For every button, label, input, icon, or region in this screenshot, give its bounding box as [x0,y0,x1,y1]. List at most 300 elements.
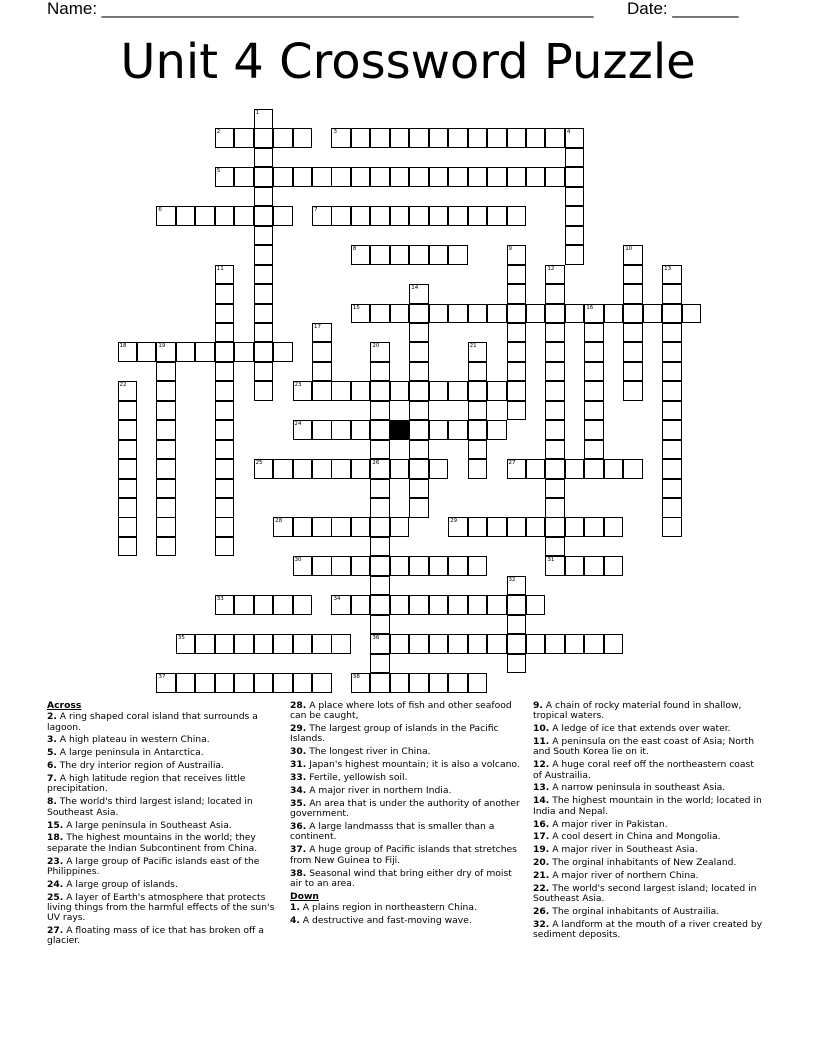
crossword-cell[interactable] [409,440,429,460]
crossword-cell[interactable] [390,595,410,615]
crossword-cell[interactable] [351,206,371,226]
crossword-cell[interactable] [118,498,138,518]
crossword-cell[interactable] [293,128,313,148]
crossword-cell[interactable] [254,323,274,343]
date-field[interactable]: Date: _______ [627,0,739,18]
crossword-cell[interactable] [293,459,313,479]
crossword-cell[interactable] [215,440,235,460]
crossword-cell[interactable] [565,148,585,168]
crossword-cell[interactable] [137,342,157,362]
crossword-cell[interactable] [195,342,215,362]
crossword-cell[interactable] [507,265,527,285]
crossword-cell[interactable] [215,206,235,226]
crossword-cell[interactable] [468,634,488,654]
crossword-cell[interactable] [448,517,468,537]
crossword-cell[interactable] [156,479,176,499]
crossword-cell[interactable] [156,440,176,460]
crossword-cell[interactable] [565,226,585,246]
crossword-cell[interactable] [429,381,449,401]
crossword-cell[interactable] [448,167,468,187]
crossword-cell[interactable] [370,634,390,654]
crossword-cell[interactable] [565,459,585,479]
crossword-cell[interactable] [273,517,293,537]
crossword-cell[interactable] [545,401,565,421]
crossword-cell[interactable] [370,537,390,557]
crossword-cell[interactable] [448,206,468,226]
crossword-cell[interactable] [390,673,410,693]
crossword-cell[interactable] [487,381,507,401]
crossword-cell[interactable] [293,517,313,537]
crossword-cell[interactable] [215,459,235,479]
crossword-cell[interactable] [507,615,527,635]
crossword-cell[interactable] [448,381,468,401]
crossword-cell[interactable] [584,556,604,576]
crossword-cell[interactable] [254,187,274,207]
crossword-cell[interactable] [468,128,488,148]
crossword-cell[interactable] [156,420,176,440]
crossword-cell[interactable] [351,381,371,401]
crossword-cell[interactable] [273,634,293,654]
crossword-cell[interactable] [662,284,682,304]
crossword-cell[interactable] [254,128,274,148]
crossword-cell[interactable] [448,634,468,654]
crossword-cell[interactable] [487,634,507,654]
crossword-cell[interactable] [526,459,546,479]
crossword-cell[interactable] [409,673,429,693]
crossword-cell[interactable] [468,362,488,382]
crossword-cell[interactable] [351,556,371,576]
crossword-cell[interactable] [429,304,449,324]
crossword-cell[interactable] [507,323,527,343]
crossword-cell[interactable] [409,498,429,518]
crossword-cell[interactable] [351,459,371,479]
crossword-cell[interactable] [623,284,643,304]
crossword-cell[interactable] [584,342,604,362]
crossword-cell[interactable] [468,673,488,693]
crossword-cell[interactable] [370,304,390,324]
crossword-cell[interactable] [448,420,468,440]
crossword-cell[interactable] [584,304,604,324]
crossword-cell[interactable] [254,304,274,324]
crossword-cell[interactable] [584,634,604,654]
crossword-cell[interactable] [331,595,351,615]
crossword-cell[interactable] [254,634,274,654]
crossword-cell[interactable] [409,323,429,343]
crossword-cell[interactable] [390,304,410,324]
crossword-cell[interactable] [448,245,468,265]
crossword-cell[interactable] [487,517,507,537]
crossword-cell[interactable] [370,342,390,362]
crossword-cell[interactable] [390,128,410,148]
crossword-cell[interactable] [623,381,643,401]
crossword-cell[interactable] [254,362,274,382]
crossword-cell[interactable] [370,615,390,635]
crossword-cell[interactable] [390,634,410,654]
crossword-cell[interactable] [215,323,235,343]
crossword-cell[interactable] [526,517,546,537]
crossword-cell[interactable] [390,206,410,226]
crossword-cell[interactable] [565,517,585,537]
crossword-cell[interactable] [623,265,643,285]
crossword-cell[interactable] [273,206,293,226]
crossword-cell[interactable] [215,304,235,324]
crossword-cell[interactable] [662,459,682,479]
crossword-cell[interactable] [623,362,643,382]
crossword-cell[interactable] [623,304,643,324]
crossword-cell[interactable] [254,109,274,129]
crossword-cell[interactable] [448,304,468,324]
crossword-cell[interactable] [507,517,527,537]
crossword-cell[interactable] [390,381,410,401]
crossword-cell[interactable] [370,673,390,693]
crossword-cell[interactable] [118,440,138,460]
crossword-cell[interactable] [468,304,488,324]
crossword-cell[interactable] [409,420,429,440]
crossword-cell[interactable] [215,167,235,187]
crossword-cell[interactable] [409,479,429,499]
crossword-cell[interactable] [215,362,235,382]
crossword-cell[interactable] [390,167,410,187]
crossword-cell[interactable] [623,459,643,479]
crossword-cell[interactable] [545,420,565,440]
crossword-cell[interactable] [662,323,682,343]
crossword-cell[interactable] [507,401,527,421]
crossword-cell[interactable] [156,459,176,479]
crossword-cell[interactable] [293,167,313,187]
crossword-cell[interactable] [234,673,254,693]
crossword-cell[interactable] [331,634,351,654]
crossword-cell[interactable] [156,206,176,226]
crossword-cell[interactable] [409,556,429,576]
crossword-cell[interactable] [118,420,138,440]
crossword-cell[interactable] [526,167,546,187]
crossword-cell[interactable] [507,245,527,265]
crossword-cell[interactable] [370,206,390,226]
crossword-cell[interactable] [312,323,332,343]
crossword-cell[interactable] [254,459,274,479]
crossword-cell[interactable] [507,362,527,382]
crossword-cell[interactable] [312,206,332,226]
crossword-cell[interactable] [409,342,429,362]
crossword-cell[interactable] [176,206,196,226]
crossword-cell[interactable] [156,401,176,421]
crossword-cell[interactable] [118,517,138,537]
crossword-cell[interactable] [507,304,527,324]
crossword-cell[interactable] [370,362,390,382]
crossword-cell[interactable] [429,206,449,226]
crossword-cell[interactable] [370,654,390,674]
crossword-cell[interactable] [331,167,351,187]
crossword-cell[interactable] [468,440,488,460]
crossword-cell[interactable] [215,673,235,693]
crossword-cell[interactable] [370,128,390,148]
crossword-cell[interactable] [273,128,293,148]
crossword-cell[interactable] [176,342,196,362]
crossword-cell[interactable] [565,245,585,265]
crossword-cell[interactable] [507,595,527,615]
crossword-cell[interactable] [584,323,604,343]
crossword-cell[interactable] [390,459,410,479]
crossword-cell[interactable] [390,517,410,537]
crossword-cell[interactable] [507,381,527,401]
crossword-cell[interactable] [623,323,643,343]
crossword-cell[interactable] [293,673,313,693]
crossword-cell[interactable] [468,381,488,401]
crossword-cell[interactable] [409,595,429,615]
crossword-cell[interactable] [390,556,410,576]
crossword-cell[interactable] [545,479,565,499]
crossword-cell[interactable] [156,342,176,362]
crossword-cell[interactable] [254,245,274,265]
crossword-cell[interactable] [565,167,585,187]
crossword-cell[interactable] [468,420,488,440]
crossword-cell[interactable] [273,595,293,615]
crossword-cell[interactable] [409,634,429,654]
crossword-cell[interactable] [156,362,176,382]
crossword-cell[interactable] [429,634,449,654]
crossword-cell[interactable] [331,459,351,479]
crossword-cell[interactable] [156,381,176,401]
crossword-cell[interactable] [545,284,565,304]
crossword-cell[interactable] [604,556,624,576]
crossword-cell[interactable] [468,206,488,226]
crossword-cell[interactable] [507,576,527,596]
name-field[interactable]: Name: ____________________________________________________ [47,0,594,18]
crossword-cell[interactable] [293,595,313,615]
crossword-cell[interactable] [293,634,313,654]
crossword-cell[interactable] [468,556,488,576]
crossword-cell[interactable] [545,381,565,401]
crossword-cell[interactable] [507,128,527,148]
crossword-cell[interactable] [526,634,546,654]
crossword-cell[interactable] [118,401,138,421]
crossword-cell[interactable] [215,634,235,654]
crossword-cell[interactable] [195,673,215,693]
crossword-cell[interactable] [429,556,449,576]
crossword-cell[interactable] [604,459,624,479]
crossword-cell[interactable] [545,459,565,479]
crossword-cell[interactable] [662,420,682,440]
crossword-cell[interactable] [215,381,235,401]
crossword-cell[interactable] [584,517,604,537]
crossword-cell[interactable] [429,245,449,265]
crossword-cell[interactable] [604,517,624,537]
crossword-cell[interactable] [507,342,527,362]
crossword-cell[interactable] [351,595,371,615]
crossword-cell[interactable] [545,304,565,324]
crossword-cell[interactable] [545,323,565,343]
crossword-cell[interactable] [215,401,235,421]
crossword-cell[interactable] [273,673,293,693]
crossword-cell[interactable] [584,381,604,401]
crossword-cell[interactable] [545,128,565,148]
crossword-cell[interactable] [176,634,196,654]
crossword-cell[interactable] [545,634,565,654]
crossword-cell[interactable] [468,517,488,537]
crossword-cell[interactable] [662,381,682,401]
crossword-cell[interactable] [331,128,351,148]
crossword-cell[interactable] [370,595,390,615]
crossword-cell[interactable] [409,362,429,382]
crossword-cell[interactable] [156,517,176,537]
crossword-cell[interactable] [565,634,585,654]
crossword-cell[interactable] [468,595,488,615]
crossword-cell[interactable] [565,304,585,324]
crossword-cell[interactable] [293,420,313,440]
crossword-cell[interactable] [390,245,410,265]
crossword-cell[interactable] [662,440,682,460]
crossword-cell[interactable] [254,148,274,168]
crossword-cell[interactable] [254,167,274,187]
crossword-cell[interactable] [429,459,449,479]
crossword-cell[interactable] [565,206,585,226]
crossword-cell[interactable] [643,304,663,324]
crossword-cell[interactable] [468,167,488,187]
crossword-cell[interactable] [351,167,371,187]
crossword-cell[interactable] [565,128,585,148]
crossword-cell[interactable] [234,167,254,187]
crossword-cell[interactable] [545,265,565,285]
crossword-cell[interactable] [526,595,546,615]
crossword-cell[interactable] [662,362,682,382]
crossword-cell[interactable] [545,498,565,518]
crossword-cell[interactable] [312,167,332,187]
crossword-cell[interactable] [409,459,429,479]
crossword-cell[interactable] [351,517,371,537]
crossword-cell[interactable] [351,128,371,148]
crossword-cell[interactable] [351,304,371,324]
crossword-cell[interactable] [234,342,254,362]
crossword-cell[interactable] [156,673,176,693]
crossword-cell[interactable] [254,265,274,285]
crossword-cell[interactable] [312,634,332,654]
crossword-cell[interactable] [273,342,293,362]
crossword-cell[interactable] [429,673,449,693]
crossword-cell[interactable] [448,128,468,148]
crossword-cell[interactable] [545,517,565,537]
crossword-cell[interactable] [487,420,507,440]
crossword-cell[interactable] [312,420,332,440]
crossword-cell[interactable] [293,381,313,401]
crossword-cell[interactable] [409,206,429,226]
crossword-cell[interactable] [312,517,332,537]
crossword-cell[interactable] [312,556,332,576]
crossword-cell[interactable] [545,167,565,187]
crossword-cell[interactable] [662,265,682,285]
crossword-cell[interactable] [254,206,274,226]
crossword-cell[interactable] [195,634,215,654]
crossword-cell[interactable] [254,595,274,615]
crossword-cell[interactable] [118,479,138,499]
crossword-cell[interactable] [468,459,488,479]
crossword-cell[interactable] [623,342,643,362]
crossword-cell[interactable] [370,459,390,479]
crossword-cell[interactable] [370,479,390,499]
crossword-cell[interactable] [351,420,371,440]
crossword-cell[interactable] [545,440,565,460]
crossword-cell[interactable] [448,556,468,576]
crossword-cell[interactable] [254,284,274,304]
crossword-cell[interactable] [409,381,429,401]
crossword-cell[interactable] [195,206,215,226]
crossword-cell[interactable] [507,206,527,226]
crossword-cell[interactable] [234,206,254,226]
crossword-cell[interactable] [370,381,390,401]
crossword-cell[interactable] [312,342,332,362]
crossword-cell[interactable] [215,128,235,148]
crossword-cell[interactable] [507,167,527,187]
crossword-cell[interactable] [662,342,682,362]
crossword-cell[interactable] [331,381,351,401]
crossword-cell[interactable] [682,304,702,324]
crossword-cell[interactable] [662,498,682,518]
crossword-cell[interactable] [254,381,274,401]
crossword-cell[interactable] [545,362,565,382]
crossword-cell[interactable] [584,401,604,421]
crossword-cell[interactable] [215,479,235,499]
crossword-cell[interactable] [234,595,254,615]
crossword-cell[interactable] [215,537,235,557]
crossword-cell[interactable] [507,284,527,304]
crossword-cell[interactable] [662,517,682,537]
crossword-cell[interactable] [604,634,624,654]
crossword-cell[interactable] [565,556,585,576]
crossword-cell[interactable] [215,595,235,615]
crossword-cell[interactable] [215,517,235,537]
crossword-cell[interactable] [662,304,682,324]
crossword-cell[interactable] [234,128,254,148]
crossword-cell[interactable] [409,245,429,265]
crossword-cell[interactable] [215,342,235,362]
crossword-cell[interactable] [526,304,546,324]
crossword-cell[interactable] [118,381,138,401]
crossword-cell[interactable] [215,420,235,440]
crossword-cell[interactable] [370,167,390,187]
crossword-cell[interactable] [662,401,682,421]
crossword-cell[interactable] [429,167,449,187]
crossword-cell[interactable] [370,498,390,518]
crossword-cell[interactable] [176,673,196,693]
crossword-cell[interactable] [409,304,429,324]
crossword-cell[interactable] [370,576,390,596]
crossword-cell[interactable] [507,654,527,674]
crossword-cell[interactable] [312,381,332,401]
crossword-cell[interactable] [429,128,449,148]
crossword-cell[interactable] [409,401,429,421]
crossword-cell[interactable] [312,673,332,693]
crossword-cell[interactable] [370,556,390,576]
crossword-cell[interactable] [234,634,254,654]
crossword-cell[interactable] [312,459,332,479]
crossword-cell[interactable] [215,284,235,304]
crossword-cell[interactable] [370,245,390,265]
crossword-cell[interactable] [370,401,390,421]
crossword-cell[interactable] [273,459,293,479]
crossword-cell[interactable] [584,362,604,382]
crossword-cell[interactable] [254,673,274,693]
crossword-cell[interactable] [215,265,235,285]
crossword-cell[interactable] [584,459,604,479]
crossword-cell[interactable] [584,440,604,460]
crossword-cell[interactable] [254,226,274,246]
crossword-cell[interactable] [507,634,527,654]
crossword-cell[interactable] [118,459,138,479]
crossword-cell[interactable] [215,498,235,518]
crossword-cell[interactable] [118,537,138,557]
crossword-cell[interactable] [331,206,351,226]
crossword-cell[interactable] [487,206,507,226]
crossword-cell[interactable] [409,284,429,304]
